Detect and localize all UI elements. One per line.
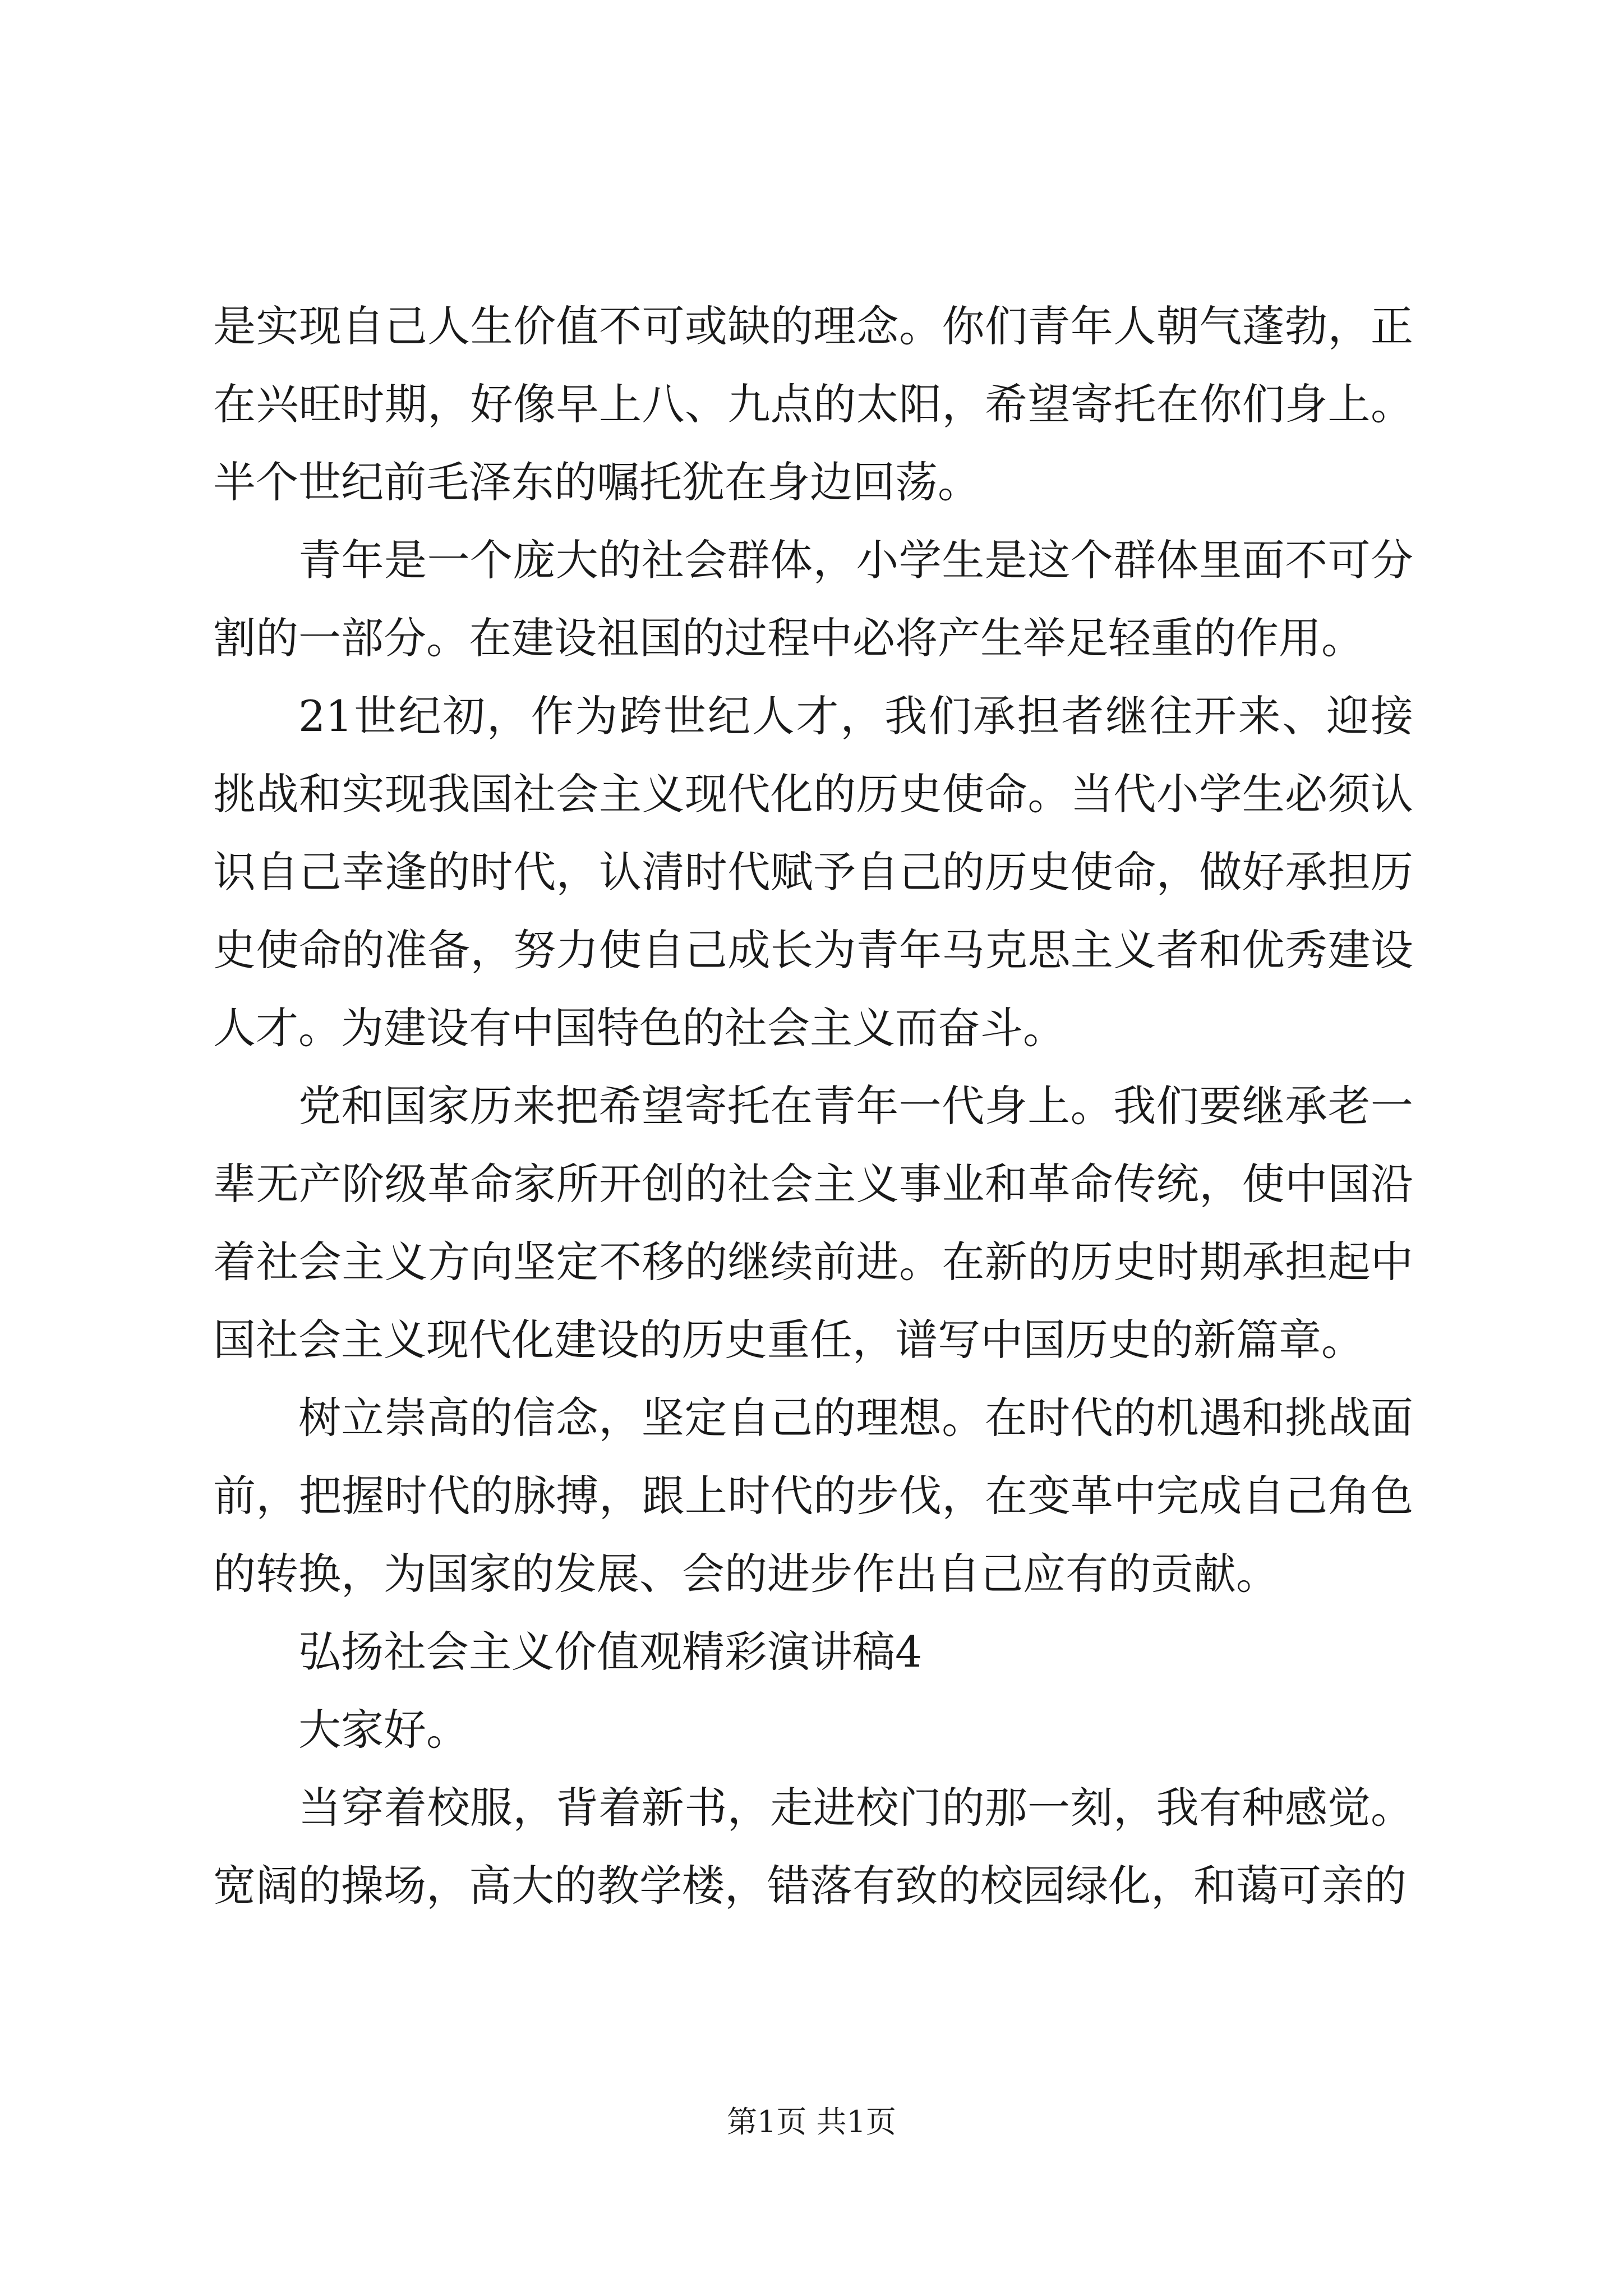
paragraph-5: 树立崇高的信念，坚定自己的理想。在时代的机遇和挑战面前，把握时代的脉搏，跟上时代的步伐，在变革中完成自己角色的转换，为国家的发展、会的进步作出自己应有的贡献。 (213, 1393, 1413, 1599)
document-body (213, 287, 1413, 1925)
section-heading: 弘扬社会主义价值观精彩演讲稿4 (298, 1627, 923, 1677)
paragraph-4: 党和国家历来把希望寄托在青年一代身上。我们要继承老一辈无产阶级革命家所开创的社会主义事业和革命传统，使中国沿着社会主义方向坚定不移的继续前进。在新的历史时期承担起中国社会主义现代化建设的历史重任，谱写中国历史的新篇章。 (213, 1081, 1413, 1365)
greeting-paragraph: 大家好。 (298, 1705, 469, 1755)
page-number-footer: 第1页 共1页 (727, 2104, 896, 2139)
paragraph-3: 21世纪初，作为跨世纪人才，我们承担者继往开来、迎接挑战和实现我国社会主义现代化的历史使命。当代小学生必须认识自己幸逢的时代，认清时代赋予自己的历史使命，做好承担历史使命的准备，努力使自己成长为青年马克思主义者和优秀建设人才。为建设有中国特色的社会主义而奋斗。 (213, 691, 1413, 1053)
paragraph-1: 是实现自己人生价值不可或缺的理念。你们青年人朝气蓬勃，正在兴旺时期，好像早上八、九点的太阳，希望寄托在你们身上。半个世纪前毛泽东的嘱托犹在身边回荡。 (213, 301, 1413, 507)
paragraph-8: 当穿着校服，背着新书，走进校门的那一刻，我有种感觉。宽阔的操场，高大的教学楼，错落有致的校园绿化，和蔼可亲的 (213, 1783, 1413, 1911)
paragraph-2: 青年是一个庞大的社会群体，小学生是这个群体里面不可分割的一部分。在建设祖国的过程中必将产生举足轻重的作用。 (213, 535, 1413, 663)
